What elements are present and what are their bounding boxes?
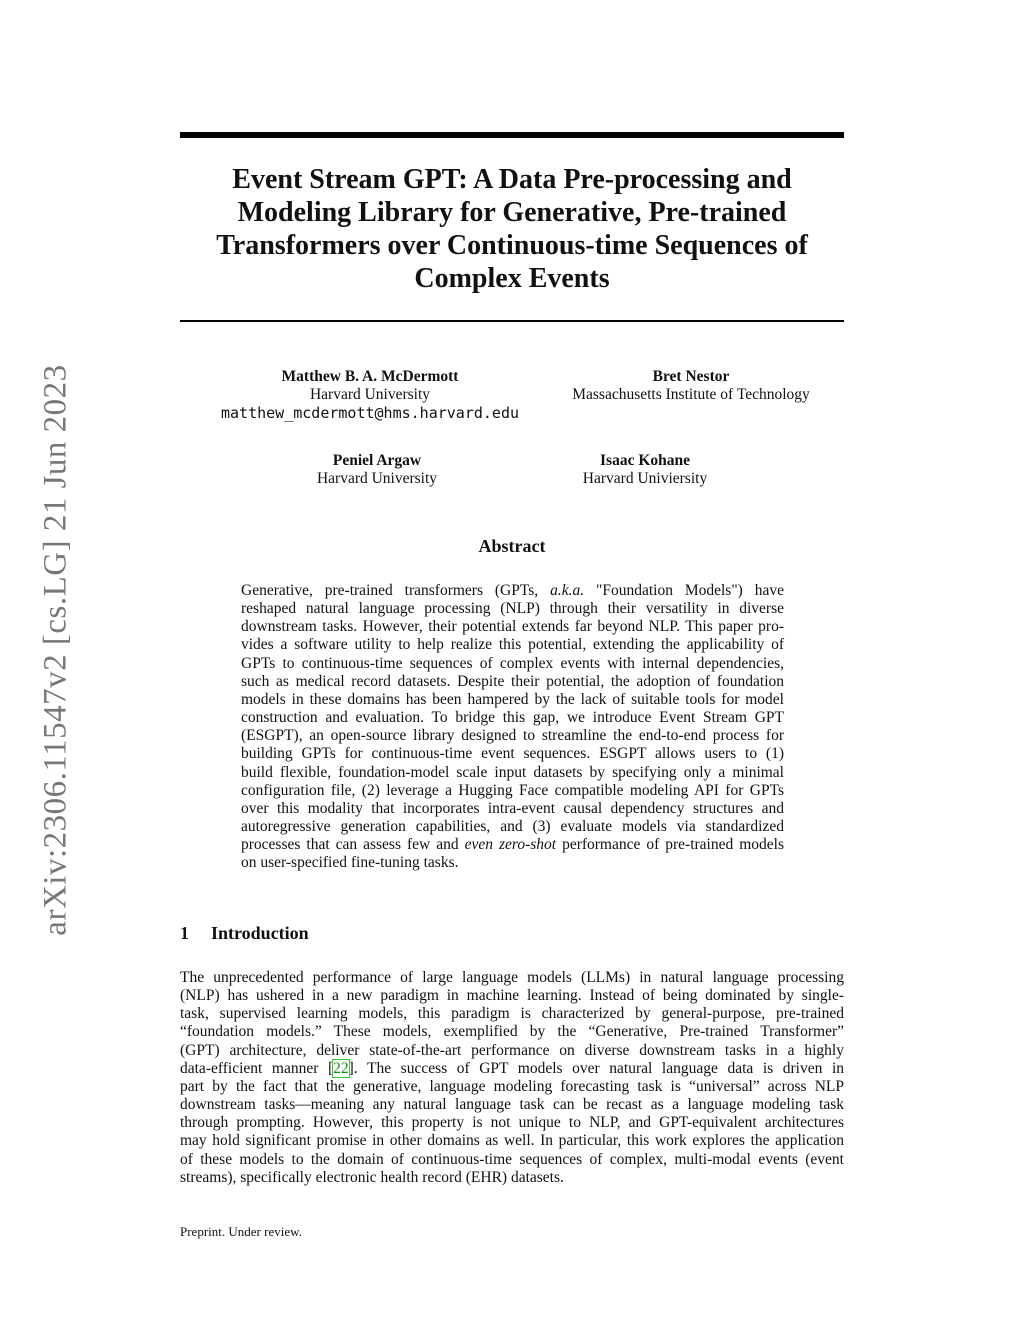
author-name: Isaac Kohane xyxy=(600,452,690,469)
text-run: ]. The success of GPT models over natural language data is driven in xyxy=(348,1059,845,1077)
text-run: processes that can assess few and xyxy=(241,836,465,854)
abstract-line: GPTs to continuous-time sequences of complex events with internal dependencies, xyxy=(241,654,784,672)
author-name: Peniel Argaw xyxy=(332,452,422,469)
author-block xyxy=(200,368,540,422)
abstract-line: (ESGPT), an open-source library designed to streamline the end-to-end process for xyxy=(241,727,784,745)
abstract-line: downstream tasks. However, their potential extends far beyond NLP. This paper pro- xyxy=(241,618,784,636)
body-line xyxy=(180,1060,844,1078)
body-line: task, supervised learning models, this paradigm is characterized by general-purpose, pre-trained xyxy=(180,1005,844,1023)
text-run: "Foundation Models") have xyxy=(584,582,784,599)
emphasis: a.k.a. xyxy=(550,582,585,599)
abstract-line: construction and evaluation. To bridge this gap, we introduce Event Stream GPT xyxy=(241,709,784,727)
body-line: The unprecedented performance of large language models (LLMs) in natural language processing xyxy=(180,969,844,986)
author-affiliation: Massachusetts Institute of Technology xyxy=(572,386,810,403)
body-line: “foundation models.” These models, exemplified by the “Generative, Pre-trained Transformer” xyxy=(180,1023,844,1041)
abstract-line: vides a software utility to help realize this potential, extending the applicability of xyxy=(241,636,784,654)
title-top-rule xyxy=(180,132,844,138)
body-line: downstream tasks—meaning any natural language task can be recast as a language modeling task xyxy=(180,1096,844,1114)
abstract-line: reshaped natural language processing (NLP) through their versatility in diverse xyxy=(241,600,784,618)
author-affiliation: Harvard Univiersity xyxy=(582,470,708,487)
author-block xyxy=(545,452,745,488)
author-name: Bret Nestor xyxy=(652,368,730,385)
title-line: Modeling Library for Generative, Pre-trained xyxy=(237,197,787,228)
text-run: performance of pre-trained models xyxy=(556,836,785,854)
author-name: Matthew B. A. McDermott xyxy=(281,368,459,385)
title-line: Event Stream GPT: A Data Pre-processing and xyxy=(232,164,792,195)
abstract-line: build flexible, foundation-model scale input datasets by specifying only a minimal xyxy=(241,763,784,781)
abstract-line xyxy=(241,582,784,600)
title-line: Transformers over Continuous-time Sequences of xyxy=(216,230,808,261)
body-line: through prompting. However, this property is not unique to NLP, and GPT-equivalent architectures xyxy=(180,1114,844,1132)
body-line: of these models to the domain of continuous-time sequences of complex, multi-modal events (event xyxy=(180,1150,844,1168)
footer-note: Preprint. Under review. xyxy=(180,1224,302,1239)
abstract-line: on user-specified fine-tuning tasks. xyxy=(241,854,459,872)
abstract-line: such as medical record datasets. Despite their potential, the adoption of foundation xyxy=(241,672,784,690)
abstract-line: building GPTs for continuous-time event sequences. ESGPT allows users to (1) xyxy=(241,745,784,763)
text-run: data-efficient manner [ xyxy=(180,1059,334,1077)
abstract-line: configuration file, (2) leverage a Hugging Face compatible modeling API for GPTs xyxy=(241,781,784,799)
citation-link[interactable]: 22 xyxy=(333,1059,349,1077)
paper-title xyxy=(180,163,844,295)
author-block xyxy=(560,368,822,404)
author-affiliation: Harvard University xyxy=(316,470,438,487)
author-block xyxy=(280,452,474,488)
author-affiliation: Harvard University xyxy=(309,386,431,403)
body-line: part by the fact that the generative, language modeling forecasting task is “universal” across NLP xyxy=(180,1077,844,1095)
body-line: streams), specifically electronic health record (EHR) datasets. xyxy=(180,1168,564,1186)
abstract-body xyxy=(241,582,784,873)
abstract-line xyxy=(241,836,784,854)
body-line: (GPT) architecture, deliver state-of-the-art performance on diverse downstream tasks in a highly xyxy=(180,1041,844,1059)
section-title: Introduction xyxy=(211,923,309,943)
intro-paragraph xyxy=(180,969,844,1187)
title-bottom-rule xyxy=(180,320,844,322)
abstract-line: models in these domains has been hampered by the lack of suitable tools for model xyxy=(241,690,784,708)
section-number: 1 xyxy=(180,923,189,943)
emphasis: even zero-shot xyxy=(464,836,557,854)
body-line: may hold significant promise in other domains as well. In particular, this work explores the application xyxy=(180,1132,844,1150)
section-heading xyxy=(180,923,309,944)
title-line: Complex Events xyxy=(414,263,610,294)
arxiv-stamp: arXiv:2306.11547v2 [cs.LG] 21 Jun 2023 xyxy=(37,364,74,936)
abstract-line: over this modality that incorporates intra-event causal dependency structures and xyxy=(241,799,784,817)
author-email[interactable]: matthew_mcdermott@hms.harvard.edu xyxy=(220,404,519,422)
abstract-heading: Abstract xyxy=(478,536,546,556)
text-run: Generative, pre-trained transformers (GPTs, xyxy=(241,582,551,599)
body-line: (NLP) has ushered in a new paradigm in machine learning. Instead of being dominated by single- xyxy=(180,987,844,1005)
abstract-line: autoregressive generation capabilities, and (3) evaluate models via standardized xyxy=(241,818,784,836)
